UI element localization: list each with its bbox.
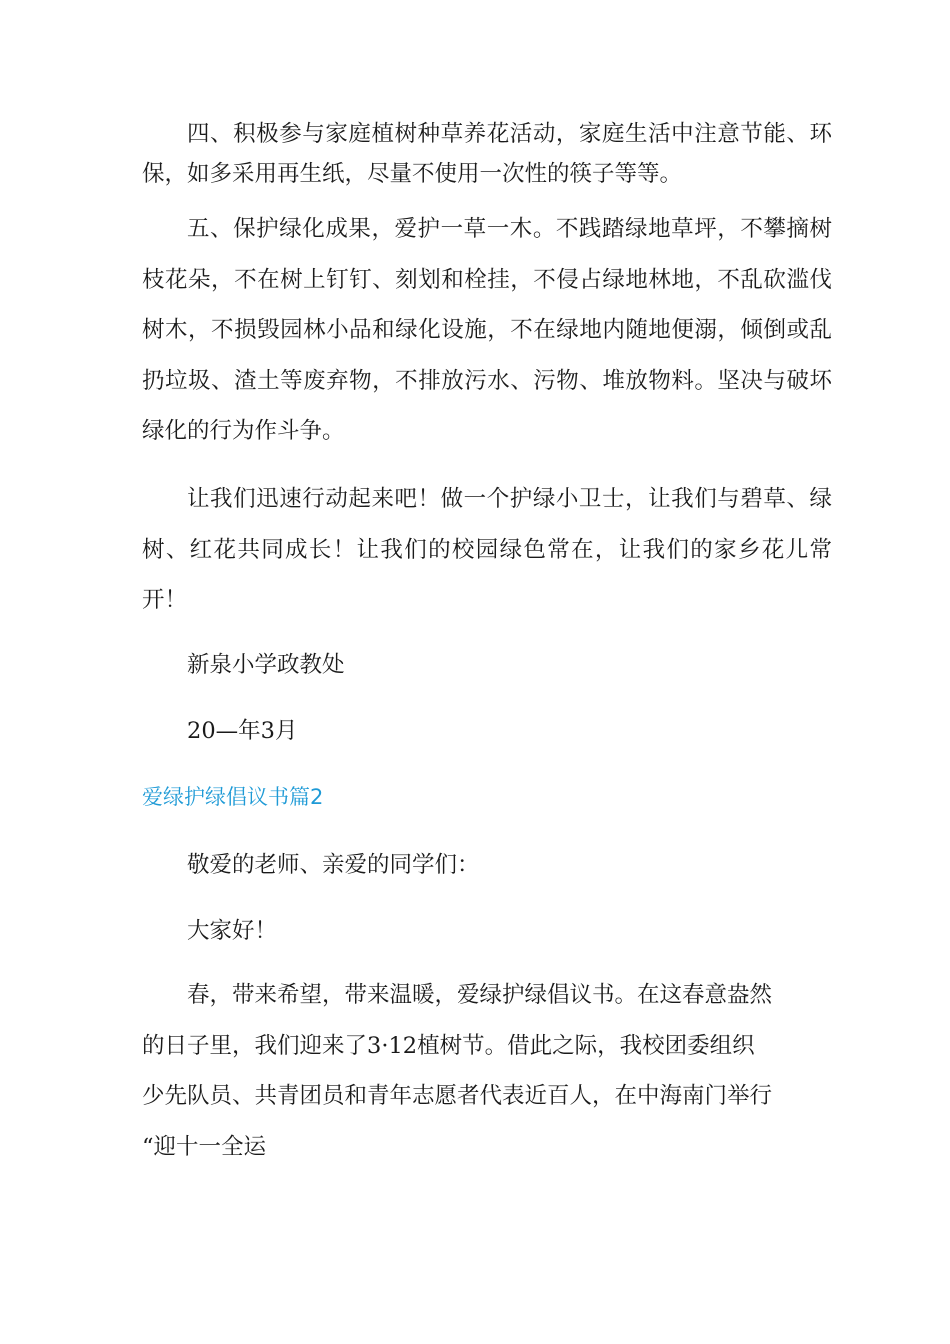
signature: 新泉小学政教处 <box>187 652 345 678</box>
paragraph-item-5: 五、保护绿化成果，爱护一草一木。不践踏绿地草坪，不攀摘树枝花朵，不在树上钉钉、刻划和栓挂，不侵占绿地林地，不乱砍滥伐树木，不损毁园林小品和绿化设施，不在绿地内随地便溺，倾倒或乱扔垃圾、渣土等废弃物，不排放污水、污物、堆放物料。坚决与破坏绿化的行为作斗争。 <box>142 216 832 444</box>
date: 20—年3月 <box>187 718 298 744</box>
salutation: 敬爱的老师、亲爱的同学们： <box>187 852 480 878</box>
letter-body <box>142 970 802 1172</box>
letter-body-line: 的日子里，我们迎来了3·12植树节。借此之际，我校团委组织 <box>142 1032 755 1059</box>
letter-body-line: “迎十一全运 <box>142 1133 267 1160</box>
greeting: 大家好！ <box>187 918 278 944</box>
letter-body-line: 少先队员、共青团员和青年志愿者代表近百人，在中海南门举行 <box>142 1083 773 1109</box>
section-heading: 爱绿护绿倡议书篇2 <box>142 785 324 809</box>
letter-body-line: 春，带来希望，带来温暖，爱绿护绿倡议书。在这春意盎然 <box>187 982 773 1008</box>
paragraph-call-to-action: 让我们迅速行动起来吧！做一个护绿小卫士，让我们与碧草、绿树、红花共同成长！让我们的校园绿色常在，让我们的家乡花儿常开！ <box>142 486 832 613</box>
paragraph-item-4: 四、积极参与家庭植树种草养花活动，家庭生活中注意节能、环保，如多采用再生纸，尽量不使用一次性的筷子等等。 <box>142 121 832 187</box>
